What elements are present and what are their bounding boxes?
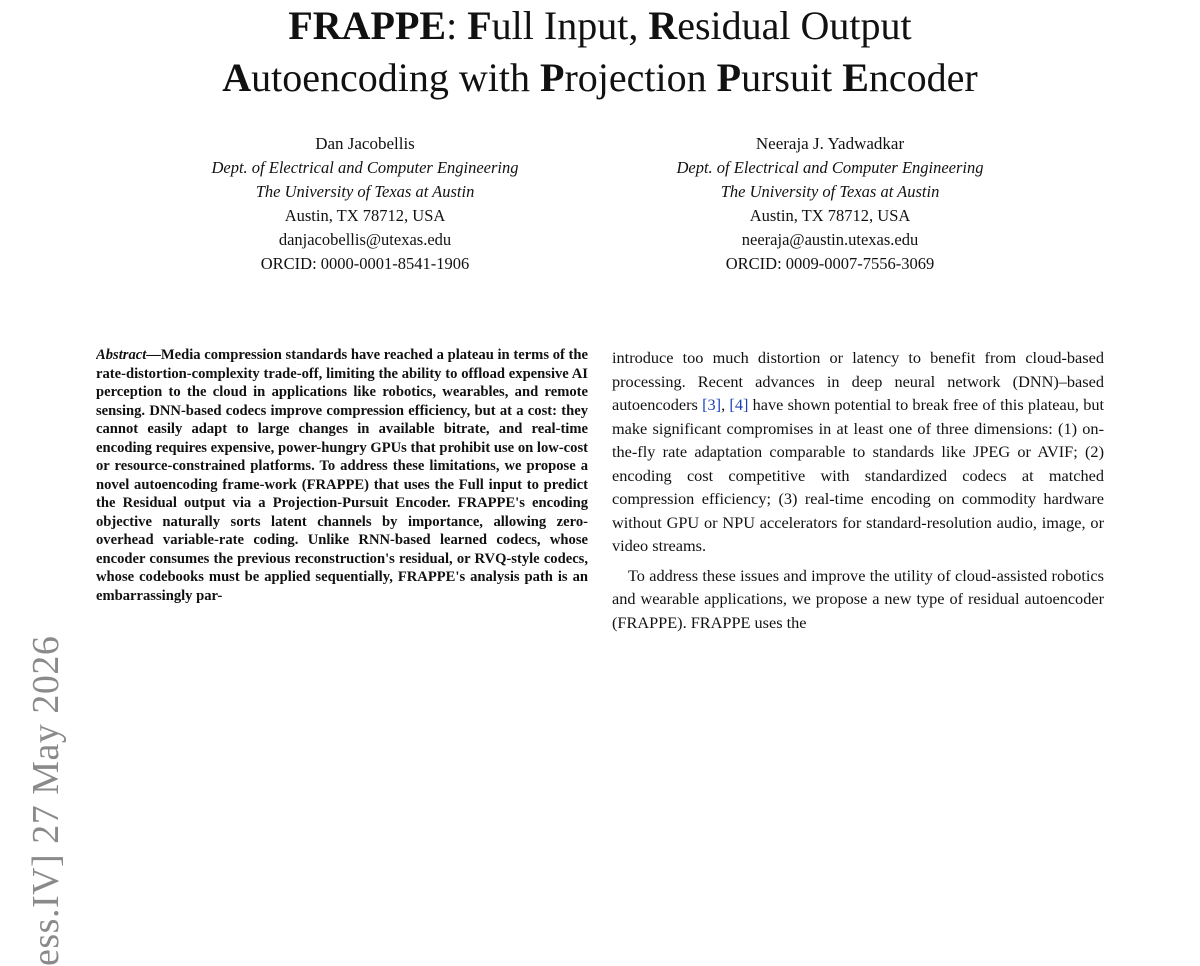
body-paragraph-1: [612, 346, 1104, 558]
title-fragment: FRAPPE: [288, 3, 447, 48]
title-fragment: utoencoding with: [251, 55, 541, 100]
title-fragment: :: [446, 3, 468, 48]
paragraph-text: ,: [721, 395, 730, 414]
arxiv-sidebar: [25, 318, 70, 966]
author-dept: Dept. of Electrical and Computer Engineering: [211, 158, 519, 177]
title-fragment: P: [716, 55, 742, 100]
paper-title: [100, 0, 1100, 104]
paragraph-text: have shown potential to break free of this plateau, but make significant compromises in at least one of three dimensions: (1) on-the-fly rate adaptation comparable to standards like JPEG or AVIF; (2) encoding cost competitive with standardized codecs at matched compression efficiency; (3) real-time encoding on commodity hardware without GPU or NPU accelerators for standard-resolution audio, image, or video streams.: [612, 395, 1104, 555]
title-line-1: [100, 0, 1100, 52]
title-fragment: esidual Output: [677, 3, 912, 48]
author-location: Austin, TX 78712, USA: [749, 206, 911, 225]
abstract-body: Media compression standards have reached a plateau in terms of the rate-distortion-complexity trade-off, limiting the ability to offload expensive AI perception to the cloud in applications like robotics, wearables, and remote sensing. DNN-based codecs improve compression efficiency, but at a cost: they cannot easily adapt to large changes in available bitrate, and real-time encoding requires expensive, power-hungry GPUs that prohibit use on low-cost or resource-constrained platforms. To address these limitations, we propose a novel autoencoding frame-work (FRAPPE) that uses the Full input to predict the Residual output via a Projection-Pursuit Encoder. FRAPPE's encoding objective naturally sorts latent channels by importance, allowing zero-overhead variable-rate coding. Unlike RNN-based learned codecs, whose encoder consumes the previous reconstruction's residual, or RVQ-style codecs, whose codebooks must be applied sequentially, FRAPPE's analysis path is an embarrassingly par-: [96, 347, 588, 604]
author-email[interactable]: danjacobellis@utexas.edu: [278, 230, 452, 249]
abstract-label: Abstract: [96, 347, 147, 363]
title-fragment: ull Input,: [491, 3, 649, 48]
title-fragment: R: [648, 3, 678, 48]
title-fragment: P: [540, 55, 565, 100]
abstract: [96, 346, 588, 648]
citation-link[interactable]: [3]: [702, 395, 722, 414]
author-dept: Dept. of Electrical and Computer Engineering: [676, 158, 984, 177]
title-fragment: E: [842, 55, 869, 100]
paragraph-text: introduce too much distortion or latency to benefit from cloud-based processing. Recent advances in deep neural network (DNN)–based autoencoders: [612, 348, 1104, 414]
title-fragment: F: [467, 3, 492, 48]
author-orcid: ORCID: 0009-0007-7556-3069: [725, 254, 935, 273]
body-paragraph-2: To address these issues and improve the utility of cloud-assisted robotics and wearable applications, we propose a new type of residual autoencoder (FRAPPE). FRAPPE uses the: [612, 565, 1104, 632]
title-fragment: ncoder: [868, 55, 978, 100]
arxiv-stamp: ess.IV] 27 May 2026: [25, 635, 67, 966]
author-orcid: ORCID: 0000-0001-8541-1906: [260, 254, 470, 273]
abstract-dash: —: [146, 347, 161, 363]
author-university: The University of Texas at Austin: [255, 182, 475, 201]
author-university: The University of Texas at Austin: [720, 182, 940, 201]
title-fragment: ursuit: [741, 55, 843, 100]
body-text: [612, 346, 1104, 648]
citation-link[interactable]: [4]: [729, 395, 749, 414]
author-name: Dan Jacobellis: [315, 134, 415, 153]
author-name: Neeraja J. Yadwadkar: [755, 134, 905, 153]
author-block-2: [620, 132, 1040, 276]
author-block-1: [155, 132, 575, 276]
title-fragment: rojection: [564, 55, 717, 100]
author-email[interactable]: neeraja@austin.utexas.edu: [741, 230, 919, 249]
title-fragment: A: [222, 55, 252, 100]
title-line-2: [100, 52, 1100, 104]
author-location: Austin, TX 78712, USA: [284, 206, 446, 225]
